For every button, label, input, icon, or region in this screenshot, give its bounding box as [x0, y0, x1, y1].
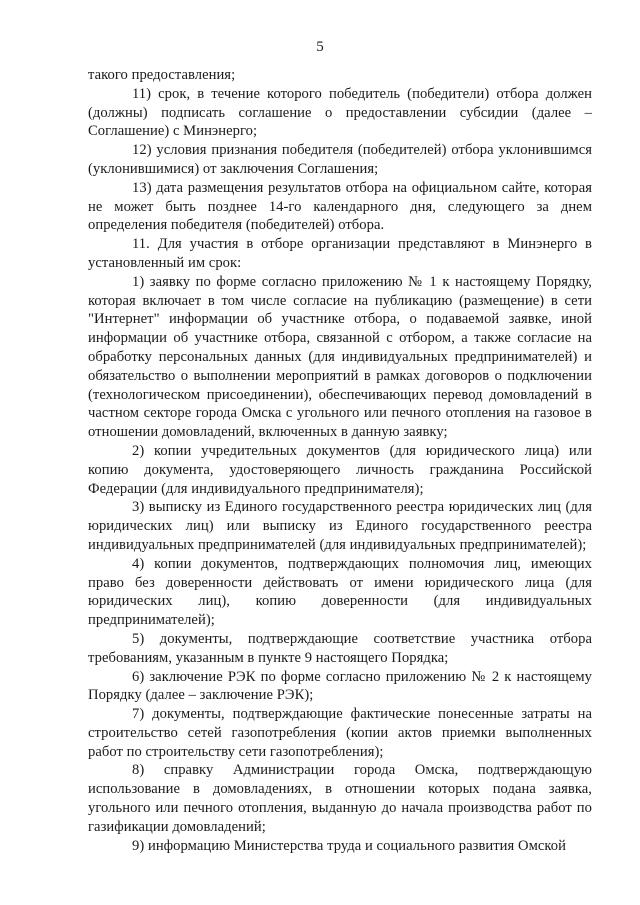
paragraph-item-11: 11) срок, в течение которого победитель (победители) отбора должен (должны) подписать соглашение о предоставлении субсидии (далее – Соглашение) с Минэнерго;	[88, 85, 592, 140]
page-number: 5	[316, 39, 324, 55]
paragraph-subitem-6: 6) заключение РЭК по форме согласно приложению № 2 к настоящему Порядку (далее – заключение РЭК);	[88, 668, 592, 704]
paragraph-subitem-1: 1) заявку по форме согласно приложению № 1 к настоящему Порядку, которая включает в том числе согласие на публикацию (размещение) в сети "Интернет" информации об участнике отбора, о подаваемой заявке, иной информации об участнике отбора, связанной с отбором, а также согласие на обработку персональных данных (для индивидуальных предпринимателей) и обязательство о выполнении мероприятий в рамках договоров о подключении (технологическом присоединении), обеспечивающих перевод домовладений в частном секторе города Омска с угольного или печного отопления на газовое в отношении домовладений, включенных в данную заявку;	[88, 273, 592, 441]
paragraph-subitem-8: 8) справку Администрации города Омска, подтверждающую использование в домовладениях, в отношении которых подана заявка, угольного или печного отопления, выданную до начала производства работ по газификации домовладений;	[88, 762, 592, 835]
paragraph-continuation: такого предоставления;	[88, 67, 236, 83]
paragraph-item-12: 12) условия признания победителя (победителей) отбора уклонившимся (уклонившимися) от заключения Соглашения;	[88, 142, 592, 177]
paragraph-subitem-5: 5) документы, подтверждающие соответствие участника отбора требованиям, указанным в пункте 9 настоящего Порядка;	[88, 630, 592, 666]
paragraph-subitem-7: 7) документы, подтверждающие фактические понесенные затраты на строительство сетей газопотребления (копии актов приемки выполненных работ по строительству сети газопотребления);	[88, 706, 592, 760]
paragraph-subitem-3: 3) выписку из Единого государственного реестра юридических лиц (для юридических лиц) или выписку из Единого государственного реестра индивидуальных предпринимателей (для индивидуальных предпринимателей);	[88, 499, 592, 553]
paragraph-subitem-2: 2) копии учредительных документов (для юридического лица) или копию документа, удостоверяющего личность гражданина Российской Федерации (для индивидуального предпринимателя);	[88, 442, 592, 497]
paragraph-subitem-4: 4) копии документов, подтверждающих полномочия лиц, имеющих право без доверенности действовать от имени юридического лица (для юридических лиц), копию доверенности (для индивидуальных предпринимателей);	[88, 555, 592, 629]
paragraph-item-13: 13) дата размещения результатов отбора на официальном сайте, которая не может быть позднее 14-го календарного дня, следующего за днем определения победителя (победителей) отбора.	[88, 179, 592, 234]
paragraph-clause-11: 11. Для участия в отборе организации представляют в Минэнерго в установленный им срок:	[88, 236, 592, 271]
paragraph-subitem-9: 9) информацию Министерства труда и социального развития Омской	[132, 837, 567, 854]
document-body	[88, 66, 592, 855]
